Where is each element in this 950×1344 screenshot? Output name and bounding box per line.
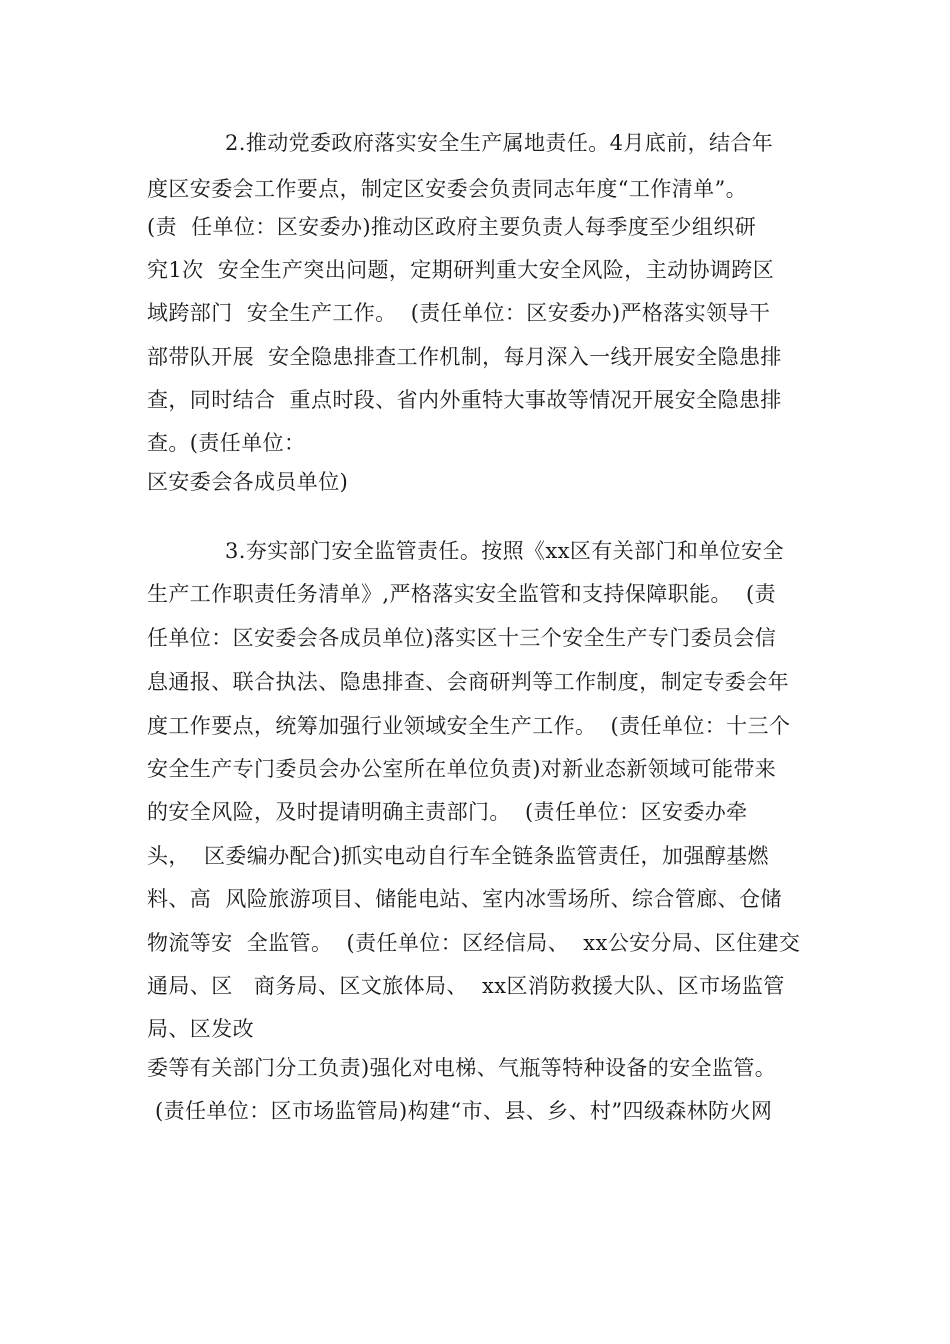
paragraph-3-line-3: 任单位：区安委会各成员单位)落实区十三个安全生产专门委员会信 [147, 626, 777, 650]
paragraph-3-line-6: 安全生产专门委员会办公室所在单位负责)对新业态新领域可能带来 [147, 757, 777, 781]
paragraph-3-line-5: 度工作要点，统筹加强行业领域安全生产工作。 (责任单位：十三个 [147, 714, 791, 738]
paragraph-2-line-6: 部带队开展 安全隐患排查工作机制，每月深入一线开展安全隐患排 [147, 345, 782, 369]
paragraph-3-line-12: 局、区发改 [147, 1017, 254, 1041]
paragraph-3-line-2: 生产工作职责任务清单》,严格落实安全监管和支持保障职能。 (责 [147, 582, 777, 606]
paragraph-2-line-7: 查，同时结合 重点时段、省内外重特大事故等情况开展安全隐患排 [147, 388, 782, 412]
paragraph-2-line-8: 查。(责任单位： [147, 431, 306, 455]
paragraph-2-line-5: 域跨部门 安全生产工作。 (责任单位：区安委办)严格落实领导干 [147, 301, 771, 325]
paragraph-2-line-4: 究1次 安全生产突出问题，定期研判重大安全风险，主动协调跨区 [147, 258, 775, 282]
paragraph-2-line-3: (责 任单位：区安委办)推动区政府主要负责人每季度至少组织研 [147, 215, 757, 239]
paragraph-3-line-9: 料、高 风险旅游项目、储能电站、室内冰雪场所、综合管廊、仓储 [147, 887, 782, 911]
paragraph-2-line-1: 2.推动党委政府落实安全生产属地责任。4月底前，结合年 [225, 131, 774, 155]
paragraph-2-line-9: 区安委会各成员单位) [147, 470, 349, 494]
paragraph-3-line-14: (责任单位：区市场监管局)构建“市、县、乡、村”四级森林防火网 [155, 1099, 773, 1123]
paragraph-3-line-1: 3.夯实部门安全监管责任。按照《xx区有关部门和单位安全 [225, 539, 784, 563]
paragraph-2-line-2: 度区安委会工作要点，制定区安委会负责同志年度“工作清单”。 [147, 177, 748, 201]
paragraph-3-line-7: 的安全风险，及时提请明确主责部门。 (责任单位：区安委办牵 [147, 800, 748, 824]
paragraph-3-line-10: 物流等安 全监管。 (责任单位：区经信局、 xx公安分局、区住建交 [147, 931, 801, 955]
paragraph-3-line-4: 息通报、联合执法、隐患排查、会商研判等工作制度，制定专委会年 [147, 670, 789, 694]
paragraph-3-line-8: 头， 区委编办配合)抓实电动自行车全链条监管责任，加强醇基燃 [147, 844, 769, 868]
paragraph-3-line-13: 委等有关部门分工负责)强化对电梯、气瓶等特种设备的安全监管。 [147, 1056, 777, 1080]
paragraph-3-line-11: 通局、区 商务局、区文旅体局、 xx区消防救援大队、区市场监管 [147, 974, 785, 998]
